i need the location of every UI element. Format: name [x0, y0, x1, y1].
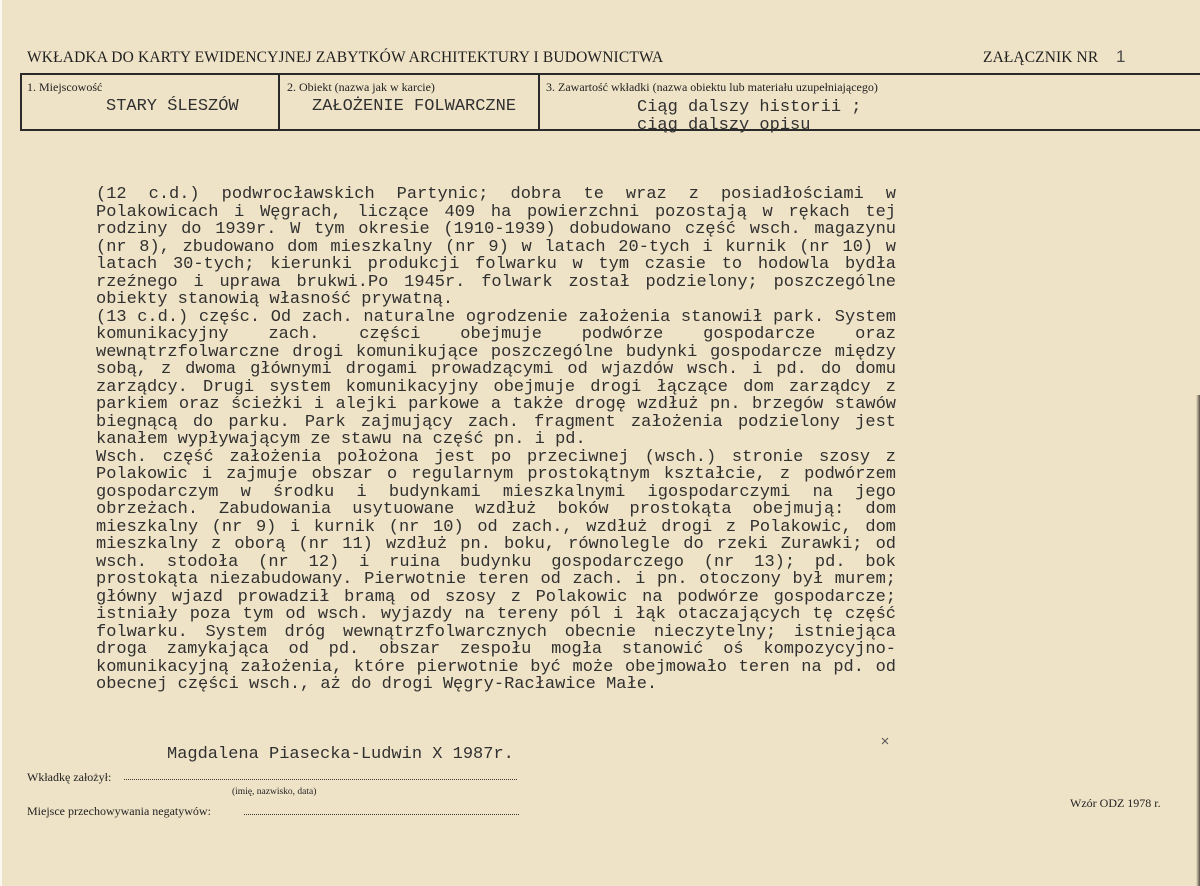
scan-edge-shadow: [1196, 395, 1200, 886]
paragraph-history-continued: [96, 186, 896, 309]
text-line: folwarku. System dróg wewnątrzfolwarcznych obecnie nieczytelny; istniejąca: [96, 623, 896, 641]
contents-value-line: ciąg dalszy opisu: [637, 116, 811, 135]
text-line: zarządcy. Drugi system komunikacyjny obejmuje drogi łączące dom zarządcy z: [96, 378, 896, 396]
text-line: biegnącą do parku. Park zajmujący zach. fragment założenia podzielony jest: [96, 413, 896, 431]
text-line: istniały poza tym od wsch. wyjazdy na tereny pól i łąk otaczających tę część: [96, 606, 896, 624]
text-line: (12 c.d.) podwrocławskich Partynic; dobra te wraz z posiadłościami w: [96, 186, 896, 204]
object-label: 2. Obiekt (nazwa jak w karcie): [287, 80, 435, 94]
negatives-location-fill-line: [244, 814, 519, 815]
paragraph-description-continued: [96, 309, 896, 449]
text-line: parkiem oraz ścieżki i alejki parkowe a także drogę wzdłuż pn. brzegów stawów: [96, 396, 896, 414]
text-line: wewnątrzfolwarczne drogi komunikujące poszczególne budynki gospodarcze między: [96, 343, 896, 361]
text-line: komunikacyjny zach. części obejmuje podwórze gospodarcze oraz: [96, 326, 896, 344]
form-title: WKŁADKA DO KARTY EWIDENCYJNEJ ZABYTKÓW ARCHITEKTURY I BUDOWNICTWA: [27, 49, 664, 66]
text-line: droga zamykająca od pd. obszar zespołu mogła stanowić oś kompozycyjno-: [96, 641, 896, 659]
text-line: latach 30-tych; kierunki produkcji folwarku w tym czasie to hodowla bydła: [96, 256, 896, 274]
text-line: sobą, z dwoma głównymi drogami prowadzącymi od wjazdów wsch. i pd. do domu: [96, 361, 896, 379]
text-line: (13 c.d.) częśc. Od zach. naturalne ogrodzenie założenia stanowił park. System: [96, 308, 896, 326]
attachment-number: 1: [1116, 47, 1126, 66]
field-divider: [278, 73, 280, 130]
text-line: wsch. stodoła (nr 12) i ruina budynku gospodarczego (nr 13); pd. bok: [96, 553, 896, 571]
text-line: prostokąta niezabudowany. Pierwotnie teren od zach. i pn. otoczony był murem;: [96, 571, 896, 589]
locality-label: 1. Miejscowość: [27, 80, 103, 94]
created-by-hint: (imię, nazwisko, data): [232, 787, 317, 797]
text-line: Wsch. część założenia położona jest po przeciwnej (wsch.) stronie szosy z: [96, 448, 896, 466]
attachment-label: ZAŁĄCZNIK NR: [983, 49, 1099, 66]
field-divider: [538, 73, 540, 130]
negatives-location-label: Miejsce przechowywania negatywów:: [27, 804, 211, 818]
contents-label: 3. Zawartość wkładki (nazwa obiektu lub materiału uzupełniającego): [546, 80, 878, 94]
text-line: mieszkalny (nr 9) i kurnik (nr 10) od zach., wzdłuż drogi z Polakowic, dom: [96, 518, 896, 536]
created-by-fill-line: [124, 779, 517, 780]
typed-description: [96, 186, 896, 694]
text-line: mieszkalny z oborą (nr 11) wzdłuż pn. boku, równolegle do rzeki Żurawki; od: [96, 536, 896, 554]
text-line: obiekty stanowią własność prywatną.: [96, 291, 454, 309]
created-by-label: Wkładkę założył:: [27, 770, 112, 784]
scan-edge-left: [0, 0, 2, 886]
text-line: Polakowic i zajmuje obszar o regularnym prostokątnym kształcie, z podwórzem: [96, 466, 896, 484]
pencil-mark: [881, 737, 889, 745]
locality-value: STARY ŚLESZÓW: [106, 97, 239, 116]
text-line: główny wjazd prowadził bramą od szosy z Polakowic na podwórze gospodarcze;: [96, 588, 896, 606]
author-signature-line: Magdalena Piasecka-Ludwin X 1987r.: [167, 745, 514, 764]
field-row-top-rule: [20, 73, 1200, 75]
text-line: Polakowicach i Węgrach, liczące 409 ha powierzchni pozostają w rękach tej: [96, 203, 896, 221]
field-row-left-rule: [20, 73, 22, 130]
text-line: rzeźnego i uprawa brukwi.Po 1945r. folwark został podzielony; poszczególne: [96, 273, 896, 291]
form-template-mark: Wzór ODZ 1978 r.: [1070, 796, 1161, 810]
contents-value-line: Ciąg dalszy historii ;: [637, 98, 862, 117]
text-line: rodziny do 1939r. W tym okresie (1910-1939) dobudowano część wsch. magazynu: [96, 221, 896, 239]
text-line: (nr 8), zbudowano dom mieszkalny (nr 9) w latach 20-tych i kurnik (nr 10) w: [96, 238, 896, 256]
text-line: gospodarczym w środku i budynkami mieszkalnymi igospodarczymi na jego: [96, 483, 896, 501]
text-line: kanałem wypływającym ze stawu na część pn. i pd.: [96, 431, 586, 449]
object-value: ZAŁOŻENIE FOLWARCZNE: [312, 97, 517, 116]
paragraph-east-part: [96, 449, 896, 694]
field-row-bottom-rule: [20, 129, 1200, 131]
text-line: obecnej części wsch., aż do drogi Węgry-Racławice Małe.: [96, 676, 658, 694]
text-line: obrzeżach. Zabudowania usytuowane wzdłuż boków prostokąta obejmują: dom: [96, 501, 896, 519]
text-line: komunikacyjną założenia, które pierwotnie być może obejmowało teren na pd. od: [96, 658, 896, 676]
